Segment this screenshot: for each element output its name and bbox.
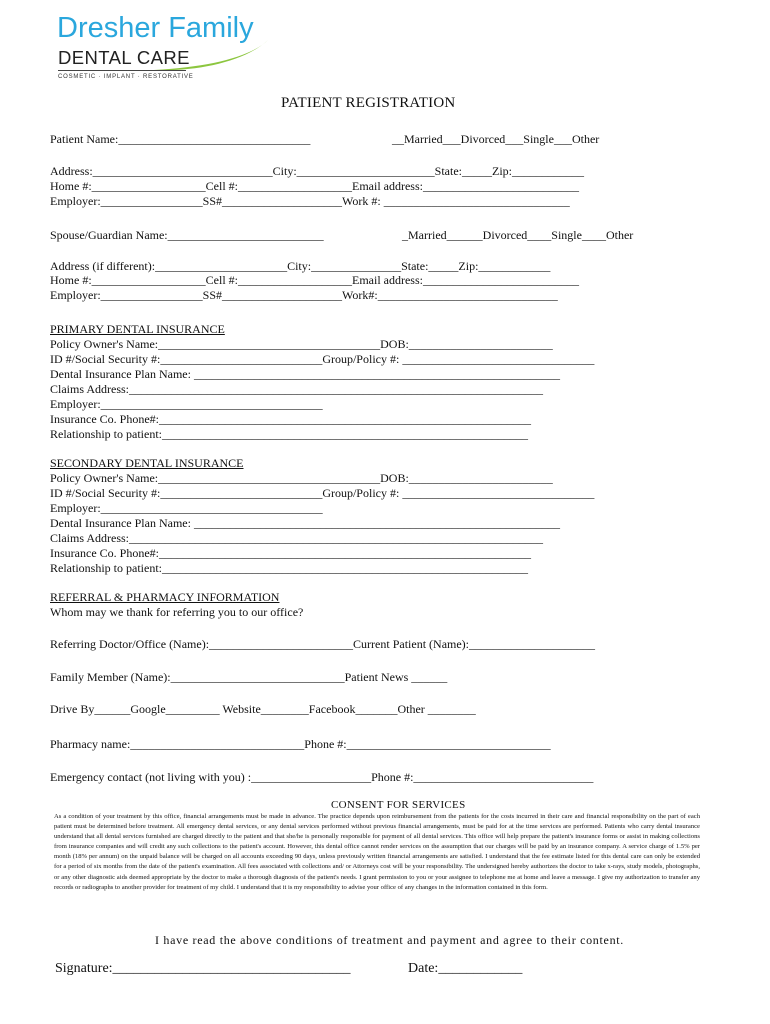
referral-heading: REFERRAL & PHARMACY INFORMATION: [50, 590, 280, 604]
primary-phone-field[interactable]: Insurance Co. Phone#:______________________________________________________________: [50, 412, 531, 426]
referral-source-field[interactable]: Drive By______Google_________ Website________Facebook_______Other ________: [50, 702, 476, 716]
secondary-phone-field[interactable]: Insurance Co. Phone#:______________________________________________________________: [50, 546, 531, 560]
page-title: PATIENT REGISTRATION: [281, 95, 456, 111]
signature-field[interactable]: Signature:__________________________________: [55, 961, 351, 976]
logo-divider: [58, 70, 186, 71]
primary-relationship-field[interactable]: Relationship to patient:_____________________________________________________________: [50, 427, 528, 441]
employer-ss-work-alt-field[interactable]: Employer:_________________SS#____________________Work#:______________________________: [50, 288, 558, 302]
secondary-claims-address-field[interactable]: Claims Address:_____________________________________________________________________: [50, 531, 544, 545]
secondary-relationship-field[interactable]: Relationship to patient:_____________________________________________________________: [50, 561, 528, 575]
home-cell-email-field[interactable]: Home #:___________________Cell #:___________________Email address:__________________________: [50, 179, 579, 193]
primary-policy-owner-field[interactable]: Policy Owner's Name:_____________________________________DOB:________________________: [50, 337, 553, 351]
secondary-id-ss-field[interactable]: ID #/Social Security #:___________________________Group/Policy #: ________________________________: [50, 486, 595, 500]
consent-text: As a condition of your treatment by this office, financial arrangements must be made in advance. The practice depends upon reimbursement from the patients for the costs incurred in their care and financial responsibility on the part of each patient must be determined before treatment. All emergency dental services, or any dental services performed without previous financial arrangements, must be paid for at the time services are performed. Patients who carry dental insurance understand that all dental services furnished are charged directly to the patient and that she/he is personally responsible for payment of all dental services. This office will help prepare the patient's insurance forms or assist in making collections from insurance companies and will credit any such collections to the patient's account. However, this dental office cannot render services on the assumption that our charges will be paid by an insurance company. A service charge of 1.5% per month (18% per annum) on the unpaid balance will be charged on all accounts exceeding 90 days, unless previously written financial arrangements are satisfied. I understand that the fee estimate listed for this dental care can only be extended for a period of six months from the date of the patient's examination. All fees associated with collections and/ or Attorneys cost will be your responsibility. The undersigned hereby authorizes the doctor to take x-rays, study models, photographs, or any other diagnostic aids deemed appropriate by the doctor to make a thorough diagnosis of the patient's needs. I grant permission to you or your assignee to telephone me at home and leave a message. I give my authorization to transfer any records or radiographs to another provider for treatment of my child. I understand that it is my responsibility to advise your office of any changes in the information contained in this form.: [54, 813, 700, 891]
address-field[interactable]: Address:______________________________City:_______________________State:_____Zip:____________: [50, 164, 584, 178]
employer-ss-work-field[interactable]: Employer:_________________SS#____________________Work #: _______________________________: [50, 194, 570, 208]
family-member-field[interactable]: Family Member (Name):_____________________________Patient News ______: [50, 670, 448, 684]
primary-plan-name-field[interactable]: Dental Insurance Plan Name: _____________________________________________________________: [50, 367, 560, 381]
secondary-employer-field[interactable]: Employer:_____________________________________: [50, 501, 323, 515]
spouse-name-field[interactable]: Spouse/Guardian Name:__________________________: [50, 228, 324, 242]
marital-status-field[interactable]: __Married___Divorced___Single___Other: [392, 132, 600, 146]
home-cell-email-alt-field[interactable]: Home #:___________________Cell #:___________________Email address:__________________________: [50, 273, 579, 287]
logo-tagline: COSMETIC · IMPLANT · RESTORATIVE: [58, 74, 194, 80]
primary-insurance-heading: PRIMARY DENTAL INSURANCE: [50, 322, 225, 336]
consent-heading: CONSENT FOR SERVICES: [331, 799, 466, 811]
primary-id-ss-field[interactable]: ID #/Social Security #:___________________________Group/Policy #: ________________________________: [50, 352, 595, 366]
secondary-plan-name-field[interactable]: Dental Insurance Plan Name: _____________________________________________________________: [50, 516, 560, 530]
patient-name-field[interactable]: Patient Name:________________________________: [50, 132, 311, 146]
referring-doctor-field[interactable]: Referring Doctor/Office (Name):________________________Current Patient (Name):_____________________: [50, 637, 596, 651]
secondary-policy-owner-field[interactable]: Policy Owner's Name:_____________________________________DOB:________________________: [50, 471, 553, 485]
emergency-contact-field[interactable]: Emergency contact (not living with you) :____________________Phone #:______________________________: [50, 770, 594, 784]
secondary-insurance-heading: SECONDARY DENTAL INSURANCE: [50, 456, 244, 470]
primary-employer-field[interactable]: Employer:_____________________________________: [50, 397, 323, 411]
date-field[interactable]: Date:____________: [408, 961, 523, 976]
pharmacy-field[interactable]: Pharmacy name:_____________________________Phone #:__________________________________: [50, 737, 551, 751]
address-alt-field[interactable]: Address (if different):______________________City:_______________State:_____Zip:____________: [50, 259, 551, 273]
logo-dental-care: DENTAL CARE: [58, 47, 190, 68]
spouse-marital-field[interactable]: _Married______Divorced____Single____Other: [402, 228, 634, 242]
agreement-statement: I have read the above conditions of treatment and payment and agree to their content.: [155, 933, 625, 947]
primary-claims-address-field[interactable]: Claims Address:_____________________________________________________________________: [50, 382, 544, 396]
logo-swoosh-icon: [150, 34, 275, 74]
referral-question: Whom may we thank for referring you to our office?: [50, 605, 304, 619]
logo-practice-name: Dresher Family: [57, 12, 254, 44]
